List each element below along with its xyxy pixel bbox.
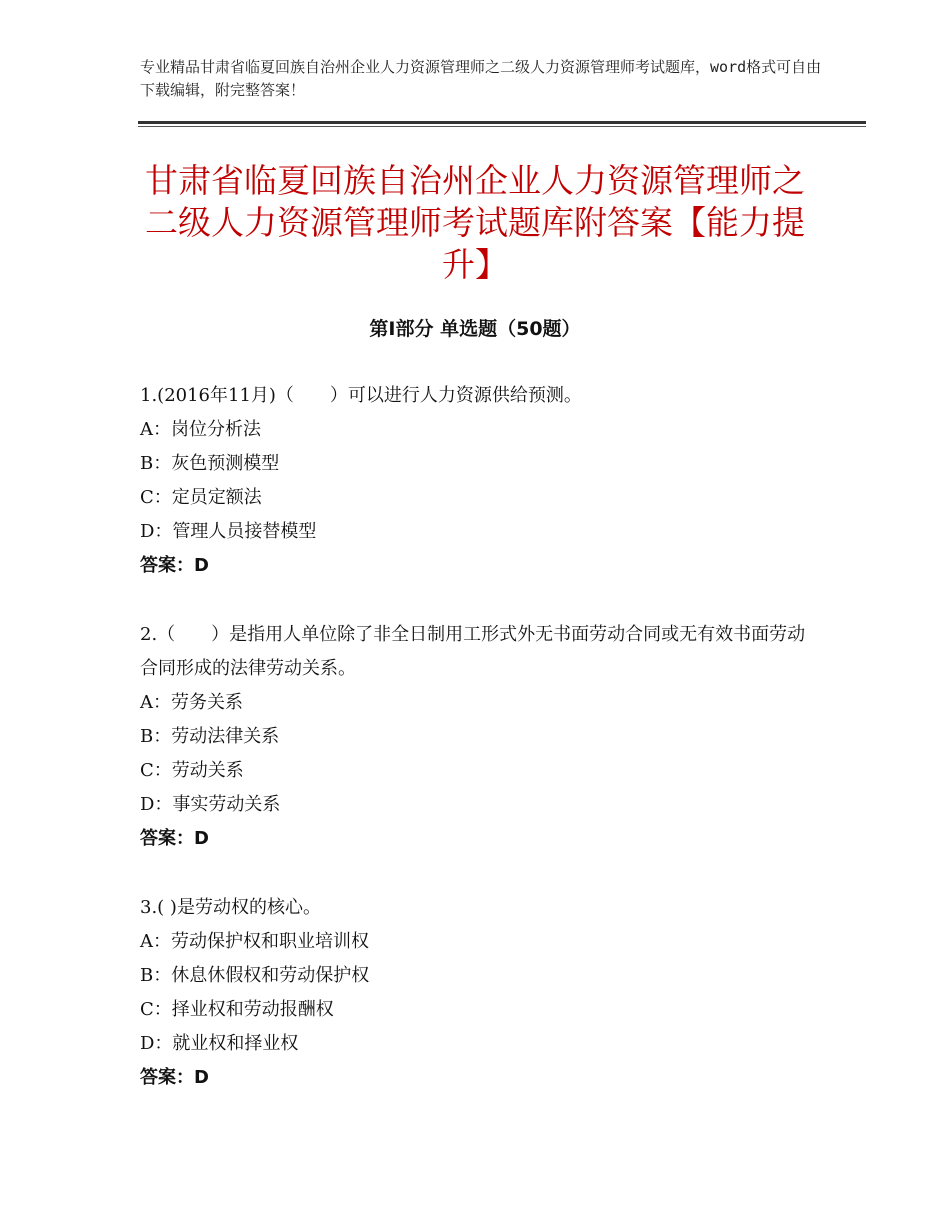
question-3 <box>140 891 820 1095</box>
answer: 答案：D <box>140 828 209 849</box>
option-d: D：事实劳动关系 <box>140 794 281 815</box>
document-title: 甘肃省临夏回族自治州企业人力资源管理师之二级人力资源管理师考试题库附答案【能力提升】 <box>145 161 805 284</box>
option-b: B：劳动法律关系 <box>140 726 280 747</box>
option-c: C：择业权和劳动报酬权 <box>140 999 334 1020</box>
answer: 答案：D <box>140 1067 209 1088</box>
option-a: A：劳务关系 <box>140 692 243 713</box>
option-a: A：劳动保护权和职业培训权 <box>140 931 369 952</box>
option-b: B：灰色预测模型 <box>140 453 280 474</box>
question-2 <box>140 618 820 856</box>
header-rule-thin <box>138 126 866 127</box>
question-stem: 1.(2016年11月)（ ）可以进行人力资源供给预测。 <box>140 385 582 406</box>
section-title: 第Ⅰ部分 单选题（50题） <box>369 318 581 340</box>
answer: 答案：D <box>140 555 209 576</box>
option-c: C：劳动关系 <box>140 760 244 781</box>
header-rule-thick <box>138 121 866 124</box>
question-stem: 3.( )是劳动权的核心。 <box>140 897 321 918</box>
option-a: A：岗位分析法 <box>140 419 261 440</box>
option-d: D：就业权和择业权 <box>140 1033 299 1054</box>
question-stem: 2.（ ）是指用人单位除了非全日制用工形式外无书面劳动合同或无有效书面劳动合同形成的法律劳动关系。 <box>140 624 806 679</box>
option-d: D：管理人员接替模型 <box>140 521 317 542</box>
header-note: 专业精品甘肃省临夏回族自治州企业人力资源管理师之二级人力资源管理师考试题库，word格式可自由下载编辑，附完整答案！ <box>140 58 822 99</box>
option-b: B：休息休假权和劳动保护权 <box>140 965 370 986</box>
question-1 <box>140 379 820 583</box>
option-c: C：定员定额法 <box>140 487 262 508</box>
